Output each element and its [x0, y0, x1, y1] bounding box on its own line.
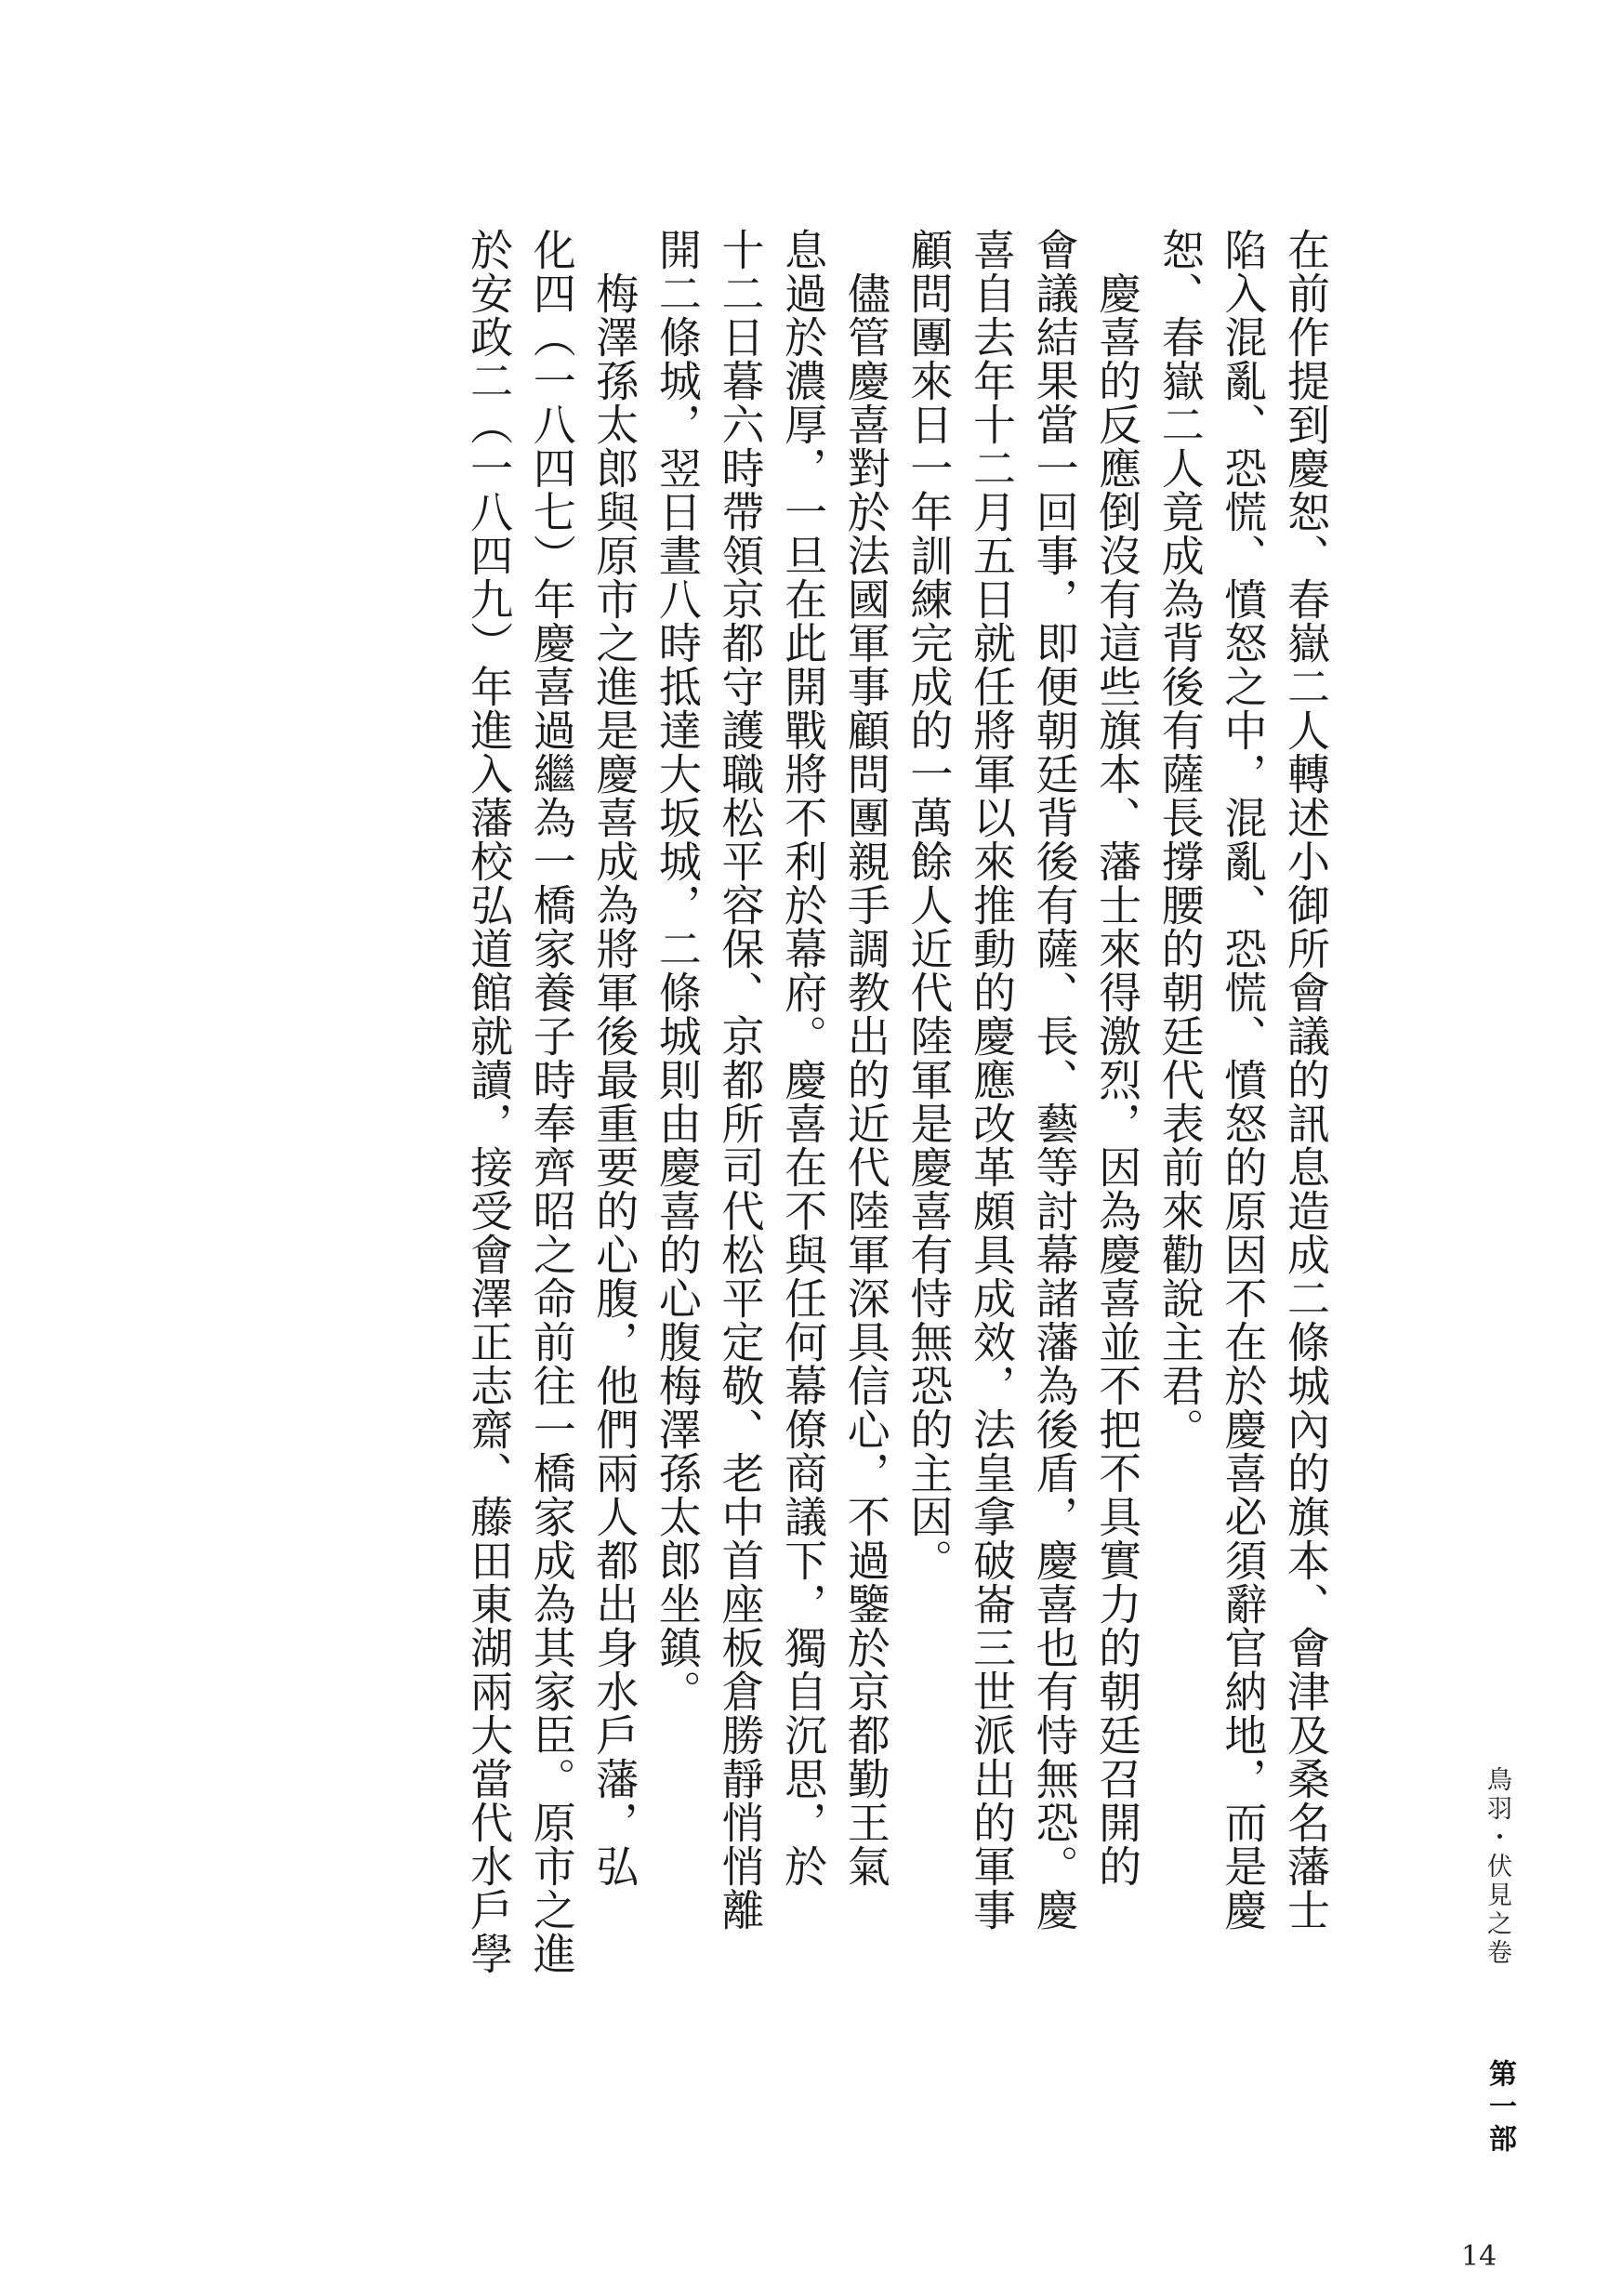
text-line: 息過於濃厚，一旦在此開戰將不利於幕府。慶喜在不與任何幕僚商議下，獨自沉思，於: [778, 228, 829, 1888]
text-line: 開二條城，翌日晝八時抵達大坂城，二條城則由慶喜的心腹梅澤孫太郎坐鎮。: [652, 228, 703, 1713]
text-line: 於安政二（一八四九）年進入藩校弘道館就讀，接受會澤正志齋、藤田東湖兩大當代水戶學: [464, 228, 515, 1975]
page-number: 14: [1461, 2240, 1497, 2273]
text-line: 儘管慶喜對於法國軍事顧問團親手調教出的近代陸軍深具信心，不過鑒於京都勤王氣: [840, 228, 891, 1888]
text-line: 慶喜的反應倒沒有這些旗本、藩士來得激烈，因為慶喜並不把不具實力的朝廷召開的: [1092, 228, 1143, 1888]
text-line: 喜自去年十二月五日就任將軍以來推動的慶應改革頗具成效，法皇拿破崙三世派出的軍事: [966, 228, 1017, 1932]
paragraph-1: [1148, 228, 1337, 2068]
paragraph-4: [456, 228, 645, 2068]
paragraph-3: [645, 228, 896, 2068]
body-text: [456, 228, 1337, 2068]
paragraph-2: [897, 228, 1148, 2068]
running-header-title: 鳥羽・伏見之卷: [1483, 1766, 1511, 1968]
text-line: 十二日暮六時帶領京都守護職松平容保、京都所司代松平定敬、老中首座板倉勝靜悄悄離: [715, 228, 766, 1932]
running-header-part: 第一部: [1484, 2059, 1516, 2157]
text-line: 化四（一八四七）年慶喜過繼為一橋家養子時奉齊昭之命前往一橋家成為其家臣。原市之進: [526, 228, 577, 1975]
text-line: 恕、春嶽二人竟成為背後有薩長撐腰的朝廷代表前來勸說主君。: [1154, 228, 1206, 1451]
text-line: 在前作提到慶恕、春嶽二人轉述小御所會議的訊息造成二條城內的旗本、會津及桑名藩士: [1281, 228, 1331, 1932]
text-line: 顧問團來日一年訓練完成的一萬餘人近代陸軍是慶喜有恃無恐的主因。: [903, 228, 955, 1582]
text-line: 會議結果當一回事，即便朝廷背後有薩、長、藝等討幕諸藩為後盾，慶喜也有恃無恐。慶: [1029, 228, 1080, 1932]
text-line: 梅澤孫太郎與原市之進是慶喜成為將軍後最重要的心腹，他們兩人都出身水戶藩，弘: [589, 228, 640, 1888]
text-line: 陷入混亂、恐慌、憤怒之中，混亂、恐慌、憤怒的原因不在於慶喜必須辭官納地，而是慶: [1218, 228, 1269, 1932]
